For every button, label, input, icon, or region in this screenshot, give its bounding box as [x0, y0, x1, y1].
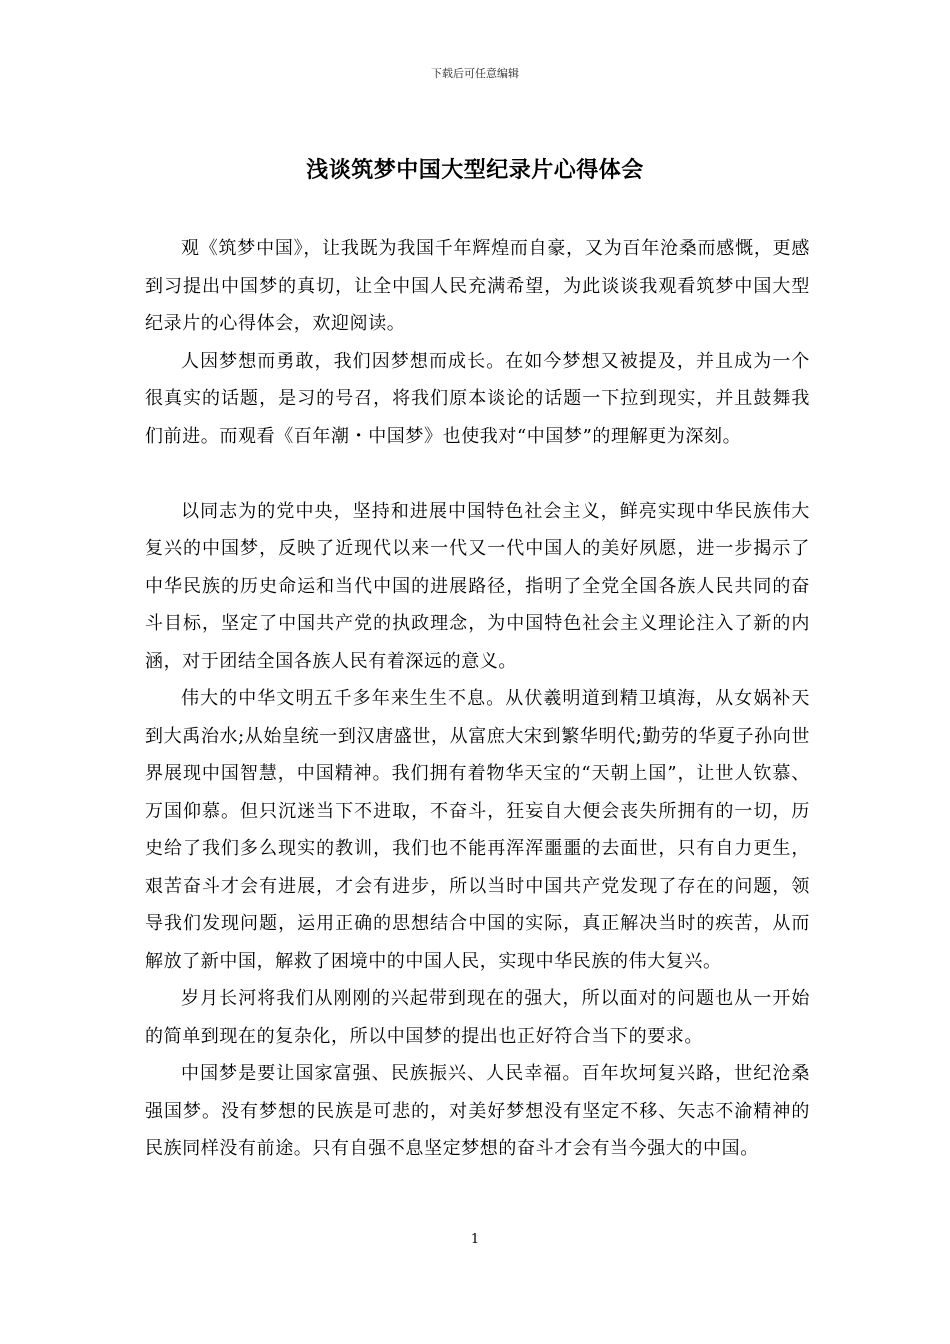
paragraph-history-river: 岁月长河将我们从刚刚的兴起带到现在的强大，所以面对的问题也从一开始的简单到现在的复杂化，所以中国梦的提出也正好符合当下的要求。: [145, 988, 810, 1047]
document-title: 浅谈筑梦中国大型纪录片心得体会: [306, 157, 644, 183]
paragraph-intro: 观《筑梦中国》，让我既为我国千年辉煌而自豪，又为百年沧桑而感慨，更感到习提出中国梦的真切，让全中国人民充满希望，为此谈谈我观看筑梦中国大型纪录片的心得体会，欢迎阅读。: [145, 238, 810, 334]
paragraph-spacer: [145, 455, 810, 493]
page-number: 1: [470, 1232, 480, 1247]
paragraph-china-dream: 中国梦是要让国家富强、民族振兴、人民幸福。百年坎坷复兴路，世纪沧桑强国梦。没有梦想的民族是可悲的，对美好梦想没有坚定不移、矢志不渝精神的民族同样没有前途。只有自强不息坚定梦想的奋斗才会有当今强大的中国。: [145, 1063, 810, 1159]
paragraph-dream-courage: 人因梦想而勇敢，我们因梦想而成长。在如今梦想又被提及，并且成为一个很真实的话题，是习的号召，将我们原本谈论的话题一下拉到现实，并且鼓舞我们前进。而观看《百年潮・中国梦》也使我对“中国梦”的理解更为深刻。: [145, 350, 810, 447]
paragraph-party-center: 以同志为的党中央，坚持和进展中国特色社会主义，鲜亮实现中华民族伟大复兴的中国梦，反映了近现代以来一代又一代中国人的美好夙愿，进一步揭示了中华民族的历史命运和当代中国的进展路径，指明了全党全国各族人民共同的奋斗目标，坚定了中国共产党的执政理念，为中国特色社会主义理论注入了新的内涵，对于团结全国各族人民有着深远的意义。: [145, 500, 810, 672]
page-header: 下载后可任意编辑: [431, 67, 519, 80]
paragraph-civilization: 伟大的中华文明五千多年来生生不息。从伏羲明道到精卫填海，从女娲补天到大禹治水;从始皇统一到汉唐盛世，从富庶大宋到繁华明代;勤劳的华夏子孙向世界展现中国智慧，中国精神。我们拥有着物华天宝的“天朝上国”，让世人钦慕、万国仰慕。但只沉迷当下不进取，不奋斗，狂妄自大便会丧失所拥有的一切，历史给了我们多么现实的教训，我们也不能再浑浑噩噩的去面世，只有自力更生，艰苦奋斗才会有进展，才会有进步，所以当时中国共产党发现了存在的问题，领导我们发现问题，运用正确的思想结合中国的实际，真正解决当时的疾苦，从而解放了新中国，解救了困境中的中国人民，实现中华民族的伟大复兴。: [145, 688, 810, 972]
document-body: [145, 230, 810, 1168]
